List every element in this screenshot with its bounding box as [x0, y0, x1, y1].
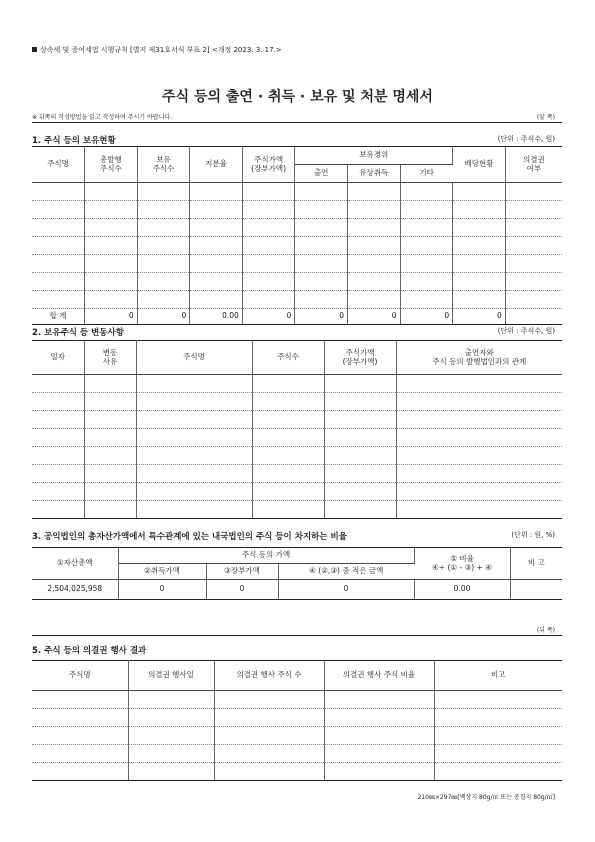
section3-title: 3. 공익법인의 총자산가액에서 특수관계에 있는 내국법인의 주식 등이 차지하는 비율 [32, 532, 347, 542]
ratio-table [32, 547, 562, 600]
table-row [32, 291, 562, 309]
cell[interactable] [324, 691, 434, 709]
cell[interactable] [32, 201, 85, 219]
h5-stock-name: 주식명 [32, 661, 128, 691]
section5-title: 5. 주식 등의 의결권 행사 결과 [32, 646, 147, 656]
cell[interactable] [136, 375, 252, 393]
v3-remarks[interactable] [510, 580, 562, 600]
total-dividend: 0 [453, 309, 506, 325]
cell[interactable] [32, 465, 84, 483]
section3-unit: (단위 : 원, %) [511, 531, 555, 539]
cell[interactable] [453, 183, 506, 201]
cell[interactable] [128, 745, 214, 763]
cell[interactable] [32, 255, 85, 273]
cell[interactable] [85, 291, 138, 309]
cell[interactable] [32, 727, 128, 745]
cell[interactable] [396, 501, 562, 519]
h1-paid: 유상취득 [347, 165, 400, 183]
cell[interactable] [137, 219, 190, 237]
cell[interactable] [84, 429, 136, 447]
cell[interactable] [242, 291, 295, 309]
h1-voting: 의결권 여부 [505, 147, 562, 183]
cell[interactable] [136, 447, 252, 465]
table-row [32, 501, 562, 519]
cell[interactable] [137, 291, 190, 309]
cell[interactable] [434, 763, 562, 781]
h2-relation: 출연자와 주식 등의 발행법인과의 관계 [396, 341, 562, 375]
cell[interactable] [396, 393, 562, 411]
cell[interactable] [505, 273, 562, 291]
total-paid: 0 [347, 309, 400, 325]
cell[interactable] [32, 501, 84, 519]
h2-value: 주식가액 (장부가액) [324, 341, 396, 375]
cell[interactable] [128, 727, 214, 745]
cell[interactable] [252, 447, 324, 465]
cell[interactable] [295, 291, 348, 309]
cell[interactable] [137, 255, 190, 273]
table-row [32, 219, 562, 237]
cell[interactable] [136, 483, 252, 501]
cell[interactable] [32, 411, 84, 429]
cell[interactable] [434, 709, 562, 727]
cell[interactable] [242, 219, 295, 237]
h2-stock-name: 주식명 [136, 341, 252, 375]
cell[interactable] [128, 691, 214, 709]
cell[interactable] [252, 501, 324, 519]
cell[interactable] [347, 237, 400, 255]
h5-date: 의결권 행사일 [128, 661, 214, 691]
cell[interactable] [400, 201, 453, 219]
cell[interactable] [396, 429, 562, 447]
table-row [32, 727, 562, 745]
cell[interactable] [32, 763, 128, 781]
cell[interactable] [214, 763, 324, 781]
cell[interactable] [400, 219, 453, 237]
table-row [32, 201, 562, 219]
cell[interactable] [453, 219, 506, 237]
cell[interactable] [214, 709, 324, 727]
cell[interactable] [136, 465, 252, 483]
cell[interactable] [242, 255, 295, 273]
cell[interactable] [324, 465, 396, 483]
voting-table [32, 660, 562, 781]
h1-stock-name: 주식명 [32, 147, 85, 183]
cell[interactable] [136, 429, 252, 447]
table-row [32, 273, 562, 291]
cell[interactable] [505, 255, 562, 273]
cell[interactable] [453, 291, 506, 309]
table-row [32, 255, 562, 273]
cell[interactable] [400, 183, 453, 201]
cell[interactable] [137, 201, 190, 219]
h1-dividend: 배당현황 [453, 147, 506, 183]
h1-value: 주식가액 (장부가액) [242, 147, 295, 183]
cell[interactable] [190, 273, 243, 291]
section1-title: 1. 주식 등의 보유현황 [32, 136, 116, 146]
cell[interactable] [324, 709, 434, 727]
cell[interactable] [347, 255, 400, 273]
cell[interactable] [214, 691, 324, 709]
cell[interactable] [32, 273, 85, 291]
h5-count: 의결권 행사 주식 수 [214, 661, 324, 691]
cell[interactable] [84, 447, 136, 465]
h3-ratio: ⑤ 비율 ④÷ (① - ③) + ④ [414, 548, 510, 580]
cell[interactable] [32, 745, 128, 763]
cell[interactable] [324, 411, 396, 429]
table-row [32, 763, 562, 781]
back-divider [32, 635, 562, 636]
cell[interactable] [32, 709, 128, 727]
changes-table [32, 340, 562, 519]
h2-count: 주식수 [252, 341, 324, 375]
table-row [32, 483, 562, 501]
cell[interactable] [137, 273, 190, 291]
cell[interactable] [190, 183, 243, 201]
cell[interactable] [252, 465, 324, 483]
cell[interactable] [85, 273, 138, 291]
cell[interactable] [434, 691, 562, 709]
h1-acq-group: 보유경위 [295, 147, 453, 165]
cell[interactable] [453, 255, 506, 273]
cell[interactable] [505, 201, 562, 219]
cell[interactable] [252, 411, 324, 429]
h1-contribution: 출연 [295, 165, 348, 183]
cell[interactable] [85, 237, 138, 255]
cell[interactable] [324, 727, 434, 745]
total-row [32, 309, 562, 325]
cell[interactable] [324, 483, 396, 501]
section2-title: 2. 보유주식 등 변동사항 [32, 328, 124, 338]
cell[interactable] [190, 291, 243, 309]
cell[interactable] [137, 183, 190, 201]
cell[interactable] [252, 483, 324, 501]
cell[interactable] [400, 291, 453, 309]
h3-total-assets: ①자산총액 [32, 548, 118, 580]
total-ratio: 0.00 [190, 309, 243, 325]
cell[interactable] [32, 483, 84, 501]
cell[interactable] [324, 375, 396, 393]
table-row [32, 709, 562, 727]
cell[interactable] [347, 219, 400, 237]
cell[interactable] [505, 183, 562, 201]
cell[interactable] [32, 237, 85, 255]
cell[interactable] [295, 273, 348, 291]
cell[interactable] [453, 273, 506, 291]
cell[interactable] [324, 501, 396, 519]
cell[interactable] [32, 183, 85, 201]
v3-acq-value[interactable]: 0 [118, 580, 206, 600]
table-row [32, 237, 562, 255]
cell[interactable] [242, 183, 295, 201]
table-row [32, 465, 562, 483]
holdings-table [32, 146, 562, 325]
cell[interactable] [190, 255, 243, 273]
cell[interactable] [32, 291, 85, 309]
table-row [32, 183, 562, 201]
h3-acq-value: ②취득가액 [118, 564, 206, 580]
paper-spec: 210㎜×297㎜[백상지 80g/㎡ 또는 중질지 80g/㎡] [417, 794, 555, 801]
v3-ratio[interactable]: 0.00 [414, 580, 510, 600]
cell[interactable] [347, 201, 400, 219]
page-title: 주식 등의 출연 · 취득 · 보유 및 처분 명세서 [162, 89, 433, 105]
cell[interactable] [295, 237, 348, 255]
cell[interactable] [136, 501, 252, 519]
v3-total-assets[interactable]: 2,504,025,958 [32, 580, 118, 600]
cell[interactable] [242, 273, 295, 291]
cell[interactable] [190, 201, 243, 219]
cell[interactable] [347, 291, 400, 309]
h2-date: 일자 [32, 341, 84, 375]
h1-other: 기타 [400, 165, 453, 183]
cell[interactable] [84, 393, 136, 411]
v3-higher[interactable]: 0 [278, 580, 414, 600]
table-row [32, 691, 562, 709]
section2-unit: (단위 : 주식수, 원) [497, 327, 555, 335]
page-side-back: (뒤 쪽) [536, 627, 555, 634]
cell[interactable] [85, 183, 138, 201]
cell[interactable] [214, 745, 324, 763]
cell[interactable] [434, 727, 562, 745]
cell[interactable] [347, 183, 400, 201]
cell[interactable] [32, 429, 84, 447]
cell[interactable] [434, 745, 562, 763]
total-voting [505, 309, 562, 325]
cell[interactable] [400, 255, 453, 273]
cell[interactable] [295, 255, 348, 273]
table-row [32, 375, 562, 393]
cell[interactable] [505, 291, 562, 309]
total-contribution: 0 [295, 309, 348, 325]
cell[interactable] [128, 709, 214, 727]
cell[interactable] [295, 219, 348, 237]
cell[interactable] [84, 501, 136, 519]
cell[interactable] [324, 763, 434, 781]
cell[interactable] [324, 393, 396, 411]
h1-held: 보유 주식수 [137, 147, 190, 183]
cell[interactable] [324, 429, 396, 447]
h1-ratio: 지분율 [190, 147, 243, 183]
total-value: 0 [242, 309, 295, 325]
cell[interactable] [84, 411, 136, 429]
cell[interactable] [324, 447, 396, 465]
cell[interactable] [396, 375, 562, 393]
square-bullet-icon [32, 47, 37, 52]
cell[interactable] [347, 273, 400, 291]
cell[interactable] [85, 255, 138, 273]
regulation-text: 상속세 및 증여세법 시행규칙 [별지 제31호서식 부표 2] <개정 2023. 3. 17.> [40, 46, 282, 54]
total-other: 0 [400, 309, 453, 325]
cell[interactable] [396, 483, 562, 501]
cell[interactable] [505, 237, 562, 255]
cell[interactable] [396, 447, 562, 465]
cell[interactable] [252, 393, 324, 411]
cell[interactable] [32, 219, 85, 237]
cell[interactable] [400, 273, 453, 291]
h3-stock-value: 주식 등의 가액 [118, 548, 414, 564]
cell[interactable] [32, 691, 128, 709]
instruction-note: ※ 뒤쪽의 작성방법을 읽고 작성하여 주시기 바랍니다. [32, 114, 173, 121]
table-row [32, 745, 562, 763]
h1-total-issued: 총발행 주식수 [85, 147, 138, 183]
cell[interactable] [85, 201, 138, 219]
cell[interactable] [505, 219, 562, 237]
cell[interactable] [242, 237, 295, 255]
section1-unit: (단위 : 주식수, 원) [497, 135, 555, 143]
cell[interactable] [136, 411, 252, 429]
table-row [32, 393, 562, 411]
cell[interactable] [242, 201, 295, 219]
cell[interactable] [295, 201, 348, 219]
cell[interactable] [190, 237, 243, 255]
cell[interactable] [190, 219, 243, 237]
table-row [32, 447, 562, 465]
cell[interactable] [324, 745, 434, 763]
cell[interactable] [32, 375, 84, 393]
regulation-line [32, 45, 282, 55]
cell[interactable] [85, 219, 138, 237]
cell[interactable] [214, 727, 324, 745]
total-label: 합 계 [32, 309, 85, 325]
cell[interactable] [295, 183, 348, 201]
cell[interactable] [453, 201, 506, 219]
cell[interactable] [84, 375, 136, 393]
h3-higher: ④ (②,③) 중 적은 금액 [278, 564, 414, 580]
title-divider [32, 122, 562, 123]
table-row [32, 580, 562, 600]
table-row [32, 429, 562, 447]
h5-remarks: 비고 [434, 661, 562, 691]
h5-ratio: 의결권 행사 주식 비율 [324, 661, 434, 691]
cell[interactable] [252, 429, 324, 447]
cell[interactable] [396, 411, 562, 429]
cell[interactable] [32, 447, 84, 465]
h3-remarks: 비 고 [510, 548, 562, 580]
page-side-front: (앞 쪽) [536, 114, 555, 121]
cell[interactable] [128, 763, 214, 781]
v3-book-value[interactable]: 0 [206, 580, 278, 600]
total-issued: 0 [85, 309, 138, 325]
cell[interactable] [396, 465, 562, 483]
h2-reason: 변동 사유 [84, 341, 136, 375]
cell[interactable] [136, 393, 252, 411]
cell[interactable] [84, 483, 136, 501]
table-row [32, 411, 562, 429]
h3-book-value: ③장부가액 [206, 564, 278, 580]
cell[interactable] [252, 375, 324, 393]
total-held: 0 [137, 309, 190, 325]
cell[interactable] [32, 393, 84, 411]
cell[interactable] [453, 237, 506, 255]
cell[interactable] [84, 465, 136, 483]
cell[interactable] [400, 237, 453, 255]
cell[interactable] [137, 237, 190, 255]
